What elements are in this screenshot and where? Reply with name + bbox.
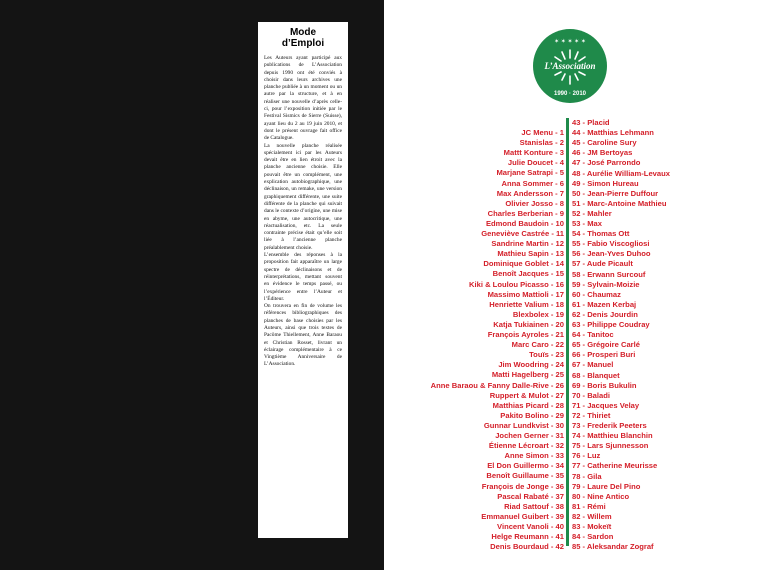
author-entry: Edmond Baudoin - 10 <box>485 218 564 228</box>
author-entry: Jim Woodring - 24 <box>498 360 564 370</box>
author-entry: 60 - Chaumaz <box>572 289 621 299</box>
author-entry: 72 - Thiriet <box>572 410 611 420</box>
author-entry: 50 - Jean-Pierre Duffour <box>572 188 659 198</box>
author-entry: 45 - Caroline Sury <box>572 138 637 148</box>
mode-emploi-paragraph: L’ensemble des réponses à la proposition fait apparaître un large spectre de déclinaisons et de réinterprétations, mettant souvent en évidence le temps passé, ou l’expérience entre l’Auteur et l’Éditeur. <box>264 252 342 302</box>
author-entry: 75 - Lars Sjunnesson <box>572 441 649 451</box>
author-entry: 52 - Mahler <box>572 208 612 218</box>
author-entry: 59 - Sylvain-Moizie <box>572 279 640 289</box>
author-entry: Denis Bourdaud - 42 <box>490 542 564 552</box>
author-entry: 74 - Matthieu Blanchin <box>572 431 653 441</box>
author-entry: Henriette Valium - 18 <box>489 299 564 309</box>
author-entry: 69 - Boris Bukulin <box>572 380 637 390</box>
author-entry: Marc Caro - 22 <box>511 340 564 350</box>
author-entry: 51 - Marc-Antoine Mathieu <box>572 198 667 208</box>
author-entry: Anne Simon - 33 <box>504 451 564 461</box>
author-entry: JC Menu - 1 <box>521 128 564 137</box>
author-entry: Blexbolex - 19 <box>512 309 564 319</box>
author-entry: 76 - Luz <box>572 451 601 461</box>
author-entry: 44 - Matthias Lehmann <box>572 128 654 138</box>
author-entry: Anne Baraou & Fanny Dalle-Rive - 26 <box>430 380 564 390</box>
author-entry: Matti Hagelberg - 25 <box>491 370 564 380</box>
mode-emploi-paragraph: Les Auteurs ayant participé aux publications de L’Association depuis 1990 ont été conviés à choisir dans leurs archives une planche publiée à un moment ou un autre par la structure, et à en réaliser une nouvelle d’après celle-ci, pour l’exposition initiée par le Festival Sismics de Sierre (Suisse), ayant lieu du 2 au 19 juin 2010, et dont le présent ouvrage fait office de Catalogue. <box>264 55 342 142</box>
author-entry: Matthias Picard - 28 <box>492 400 564 410</box>
author-entry: 65 - Grégoire Carlé <box>572 340 640 350</box>
author-entry: 66 - Prosperi Buri <box>572 350 636 360</box>
author-entry: 46 - JM Bertoyas <box>572 148 633 158</box>
author-entry: 64 - Tanitoc <box>572 330 614 340</box>
author-entry: 80 - Nine Antico <box>572 491 630 501</box>
association-logo <box>532 28 608 104</box>
author-entry: Kiki & Loulou Picasso - 16 <box>469 279 564 289</box>
author-entry: 49 - Simon Hureau <box>572 178 639 188</box>
mode-emploi-paragraph: On trouvera en fin de volume les références bibliographiques des planches de base choisies par les Auteurs, ainsi que trois textes de Pacôme Thiellement, Anne Baraou et Christian Rosset, livrant un éclairage complémentaire à ce Vingtième Anniversaire de L’Association. <box>264 303 342 368</box>
author-entry: 63 - Philippe Coudray <box>572 320 650 329</box>
author-entry: 82 - Willem <box>572 511 612 521</box>
author-entry: Geneviève Castrée - 11 <box>481 229 564 238</box>
author-entry: 58 - Erwann Surcouf <box>572 269 646 279</box>
author-entry: 77 - Catherine Meurisse <box>572 461 658 471</box>
author-entry: Helge Reumann - 41 <box>491 532 564 541</box>
author-entry: Marjane Satrapi - 5 <box>496 168 564 178</box>
author-entry: 57 - Aude Picault <box>572 259 633 269</box>
author-entry: 79 - Laure Del Pino <box>572 481 641 491</box>
logo-years: 1990 · 2010 <box>553 91 587 97</box>
author-entry: Mathieu Sapin - 13 <box>497 249 564 259</box>
author-entry: Étienne Lécroart - 32 <box>488 441 564 451</box>
author-entry: François de Jonge - 36 <box>481 481 564 491</box>
author-entry: 83 - Mokeït <box>572 522 612 531</box>
author-entry: 53 - Max <box>572 219 602 228</box>
author-entry: Massimo Mattioli - 17 <box>487 289 564 299</box>
logo-name: L’Association <box>544 61 596 71</box>
author-entry: Pakito Bolino - 29 <box>500 410 564 420</box>
author-entry: Olivier Josso - 8 <box>505 198 564 208</box>
author-entry: Touïs - 23 <box>529 350 564 360</box>
author-entry: 81 - Rémi <box>572 501 606 511</box>
author-entry: Sandrine Martin - 12 <box>491 239 564 249</box>
author-entry: 56 - Jean-Yves Duhoo <box>572 249 651 259</box>
author-entry: 70 - Baladi <box>572 390 610 400</box>
author-entry: François Ayroles - 21 <box>487 330 564 339</box>
author-entry: 78 - Gila <box>572 471 602 481</box>
author-entry: 61 - Mazen Kerbaj <box>572 299 637 309</box>
author-entry: Vincent Vanoli - 40 <box>497 521 564 531</box>
author-entry: 48 - Aurélie William-Levaux <box>572 168 670 178</box>
index-divider <box>566 118 569 546</box>
author-entry: Stanislas - 2 <box>519 138 564 148</box>
author-entry: Charles Berberian - 9 <box>487 208 564 218</box>
author-entry: Emmanuel Guibert - 39 <box>481 511 564 521</box>
author-entry: Dominique Goblet - 14 <box>483 259 564 269</box>
mode-emploi-box <box>258 22 348 538</box>
author-entry: Julie Doucet - 4 <box>507 158 564 168</box>
author-entry: Benoît Guillaume - 35 <box>486 471 564 481</box>
author-entry: 47 - José Parrondo <box>572 158 641 168</box>
author-entry: El Don Guillermo - 34 <box>487 461 564 471</box>
author-entry: 67 - Manuel <box>572 360 614 370</box>
author-entry: Mattt Konture - 3 <box>503 148 564 158</box>
author-entry: 55 - Fabio Viscogliosi <box>572 239 650 249</box>
author-entry: 73 - Frederik Peeters <box>572 421 647 430</box>
logo-stars: ✶ ✶ ✶ ✶ ✶ <box>554 39 586 45</box>
mode-emploi-title <box>264 27 342 49</box>
mode-emploi-title-line-1: Mode <box>289 27 317 38</box>
mode-emploi-title-line-2: d’Emploi <box>281 38 325 49</box>
author-entry: Benoît Jacques - 15 <box>492 269 564 279</box>
author-entry: Anna Sommer - 6 <box>501 178 564 188</box>
mode-emploi-paragraph: La nouvelle planche réalisée spécialement ici par les Auteurs devait être en lien étroit avec la planche ancienne choisie. Elle pouvait être un complément, une explication autobiographique, une déclinaison, un remake, une version graphiquement différente, une suite différente de la planche qui suivait dans le contexte d’origine, une mise en abyme, une autocritique, une réactualisation, etc. La seule contrainte précise était qu’elle soit liée à l’ancienne planche préalablement choisie. <box>264 142 342 251</box>
author-entry: 43 - Placid <box>572 118 610 127</box>
author-entry: 68 - Blanquet <box>572 370 620 380</box>
author-entry: Ruppert & Mulot - 27 <box>489 390 564 400</box>
author-entry: Riad Sattouf - 38 <box>504 501 564 511</box>
author-entry: 85 - Aleksandar Zograf <box>572 542 654 552</box>
author-entry: Gunnar Lundkvist - 30 <box>483 420 564 430</box>
author-entry: Pascal Rabaté - 37 <box>497 491 564 501</box>
author-entry: Katja Tukiainen - 20 <box>493 319 564 329</box>
author-entry: 71 - Jacques Velay <box>572 400 640 410</box>
author-entry: 54 - Thomas Ott <box>572 229 630 239</box>
author-entry: Jochen Gerner - 31 <box>495 431 564 440</box>
author-entry: 62 - Denis Jourdin <box>572 309 638 319</box>
author-entry: Max Andersson - 7 <box>496 188 564 198</box>
author-entry: 84 - Sardon <box>572 532 614 542</box>
